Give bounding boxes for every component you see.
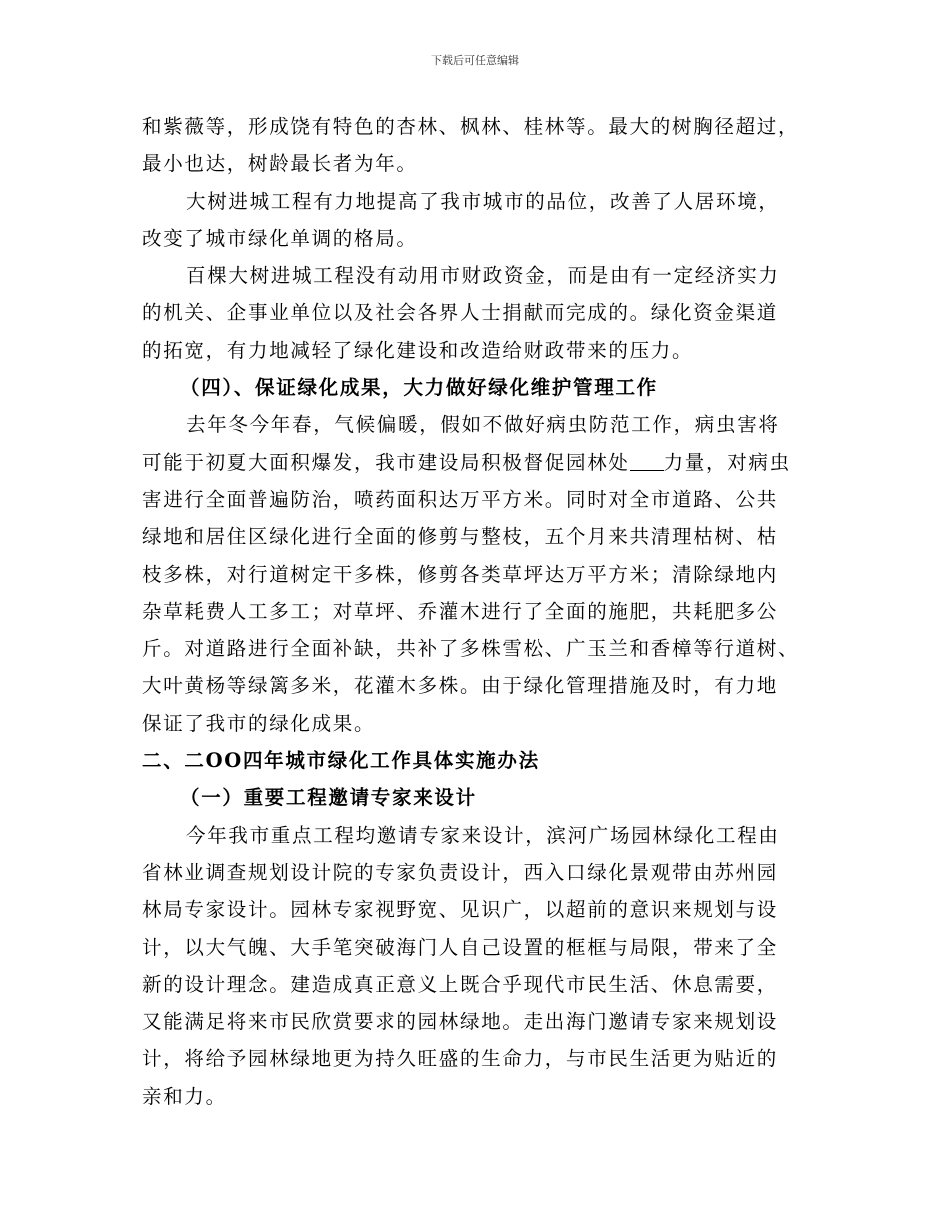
text-line: 今年我市重点工程均邀请专家来设计，滨河广场园林绿化工程由: [186, 823, 780, 847]
document-body: [142, 108, 822, 1115]
subsection-heading: （一）重要工程邀请专家来设计: [180, 786, 477, 810]
text-line: 绿地和居住区绿化进行全面的修剪与整枝，五个月来共清理枯树、枯: [142, 525, 779, 549]
text-line: 枝多株，对行道树定干多株，修剪各类草坪达万平方米；清除绿地内: [142, 562, 779, 586]
section-heading: （四）、保证绿化成果，大力做好绿化维护管理工作: [180, 376, 658, 400]
text-line: 去年冬今年春，气候偏暖，假如不做好病虫防范工作，病虫害将: [186, 413, 780, 437]
text-line: 亲和力。: [142, 1084, 227, 1108]
text-line: 杂草耗费人工多工；对草坪、乔灌木进行了全面的施肥，共耗肥多公: [142, 599, 779, 623]
text-line: 新的设计理念。建造成真正意义上既合乎现代市民生活、休息需要，: [142, 972, 779, 996]
text-line: 计，将给予园林绿地更为持久旺盛的生命力，与市民生活更为贴近的: [142, 1047, 779, 1071]
text-line: 的拓宽，有力地减轻了绿化建设和改造给财政带来的压力。: [142, 338, 694, 362]
text-line: 大树进城工程有力地提高了我市城市的品位，改善了人居环境，: [186, 189, 780, 213]
text-line: 省林业调查规划设计院的专家负责设计，西入口绿化景观带由苏州园: [142, 860, 779, 884]
text-line: 和紫薇等，形成饶有特色的杏林、枫林、桂林等。最大的树胸径超过，: [142, 115, 800, 138]
text-line: 斤。对道路进行全面补缺，共补了多株雪松、广玉兰和香樟等行道树、: [142, 637, 800, 661]
text-line: 害进行全面普遍防治，喷药面积达万平方米。同时对全市道路、公共: [142, 487, 779, 511]
text-line: 百棵大树进城工程没有动用市财政资金，而是由有一定经济实力: [186, 264, 780, 288]
text-line: [142, 444, 822, 481]
text-line: 改变了城市绿化单调的格局。: [142, 226, 418, 250]
text-line: 保证了我市的绿化成果。: [142, 711, 376, 735]
text-line: 计，以大气魄、大手笔突破海门人自己设置的框框与局限，带来了全: [142, 935, 779, 959]
text-segment: 力量，对病虫: [663, 450, 791, 474]
text-line: 林局专家设计。园林专家视野宽、见识广，以超前的意识来规划与设: [142, 898, 779, 922]
text-line: 最小也达，树龄最长者为年。: [142, 152, 418, 176]
text-segment: 可能于初夏大面积爆发，我市建设局积极督促园林处: [142, 450, 630, 474]
page-header: 下载后可任意编辑: [431, 54, 519, 67]
text-line: 大叶黄杨等绿篱多米，花灌木多株。由于绿化管理措施及时，有力地: [142, 674, 779, 698]
text-line: 的机关、企事业单位以及社会各界人士捐献而完成的。绿化资金渠道: [142, 301, 779, 325]
fill-blank: [630, 450, 664, 471]
text-line: 又能满足将来市民欣赏要求的园林绿地。走出海门邀请专家来规划设: [142, 1010, 779, 1034]
section-heading: 二、二OO四年城市绿化工作具体实施办法: [142, 749, 540, 773]
